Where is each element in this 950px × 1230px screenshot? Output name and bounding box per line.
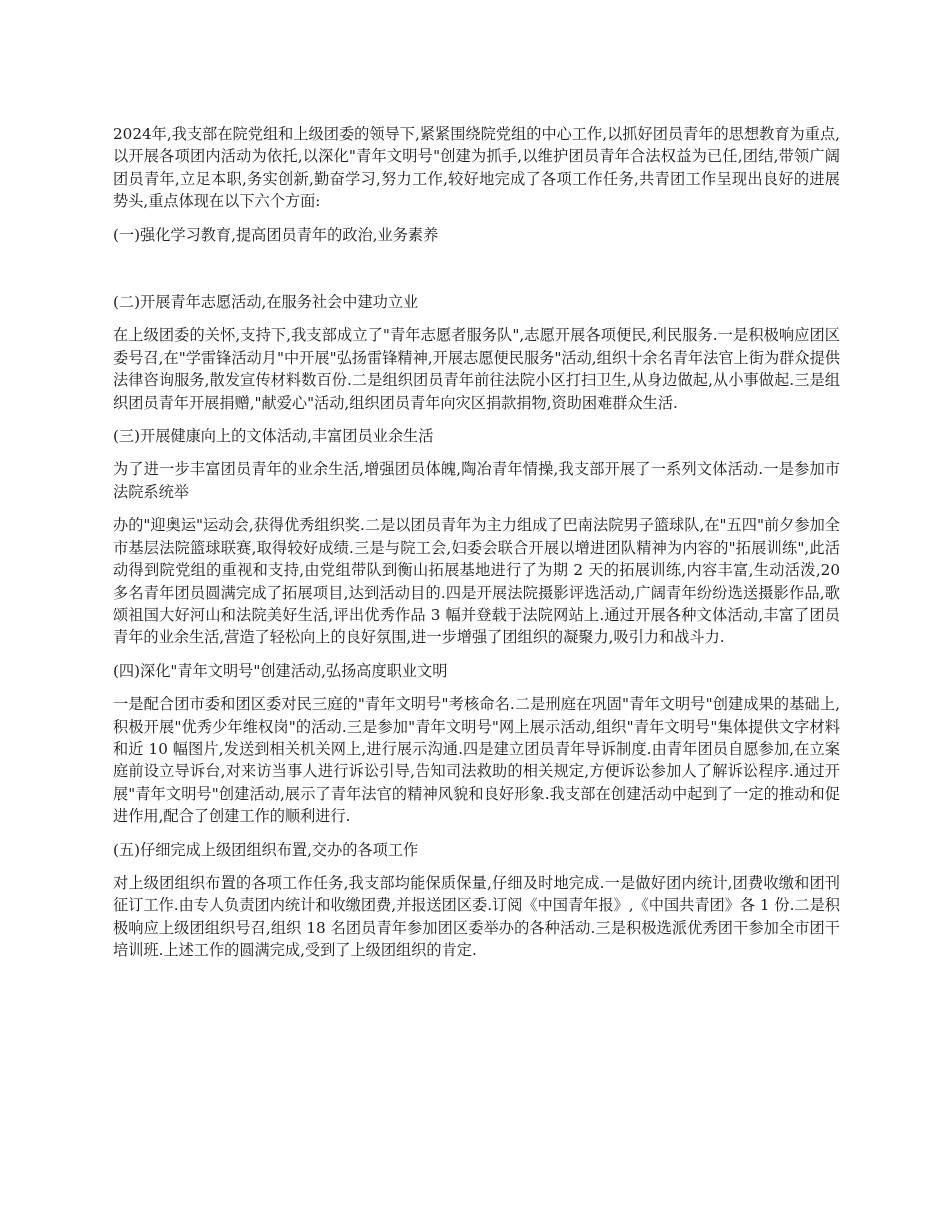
section-2-heading: (二)开展青年志愿活动,在服务社会中建功立业 xyxy=(113,293,419,312)
intro-paragraph: 2024年,我支部在院党组和上级团委的领导下,紧紧围绕院党组的中心工作,以抓好团员青年的思想教育为重点,以开展各项团内活动为依托,以深化"青年文明号"创建为抓手,以维护团员青年合法权益为已任,团结,带领广阔团员青年,立足本职,务实创新,勤奋学习,努力工作,较好地完成了各项工作任务,共青团工作呈现出良好的进展势头,重点体现在以下六个方面: xyxy=(113,125,840,211)
document-body xyxy=(113,123,840,973)
section-1-heading: (一)强化学习教育,提高团员青年的政治,业务素养 xyxy=(113,225,439,244)
section-3-heading: (三)开展健康向上的文体活动,丰富团员业余生活 xyxy=(113,427,434,446)
section-4-heading: (四)深化"青年文明号"创建活动,弘扬高度职业文明 xyxy=(113,661,448,680)
section-5-heading: (五)仔细完成上级团组织布置,交办的各项工作 xyxy=(113,840,419,859)
section-3-paragraph-2: 办的"迎奥运"运动会,获得优秀组织奖.二是以团员青年为主力组成了巴南法院男子篮球队,在"五四"前夕参加全市基层法院篮球联赛,取得较好成绩.三是与院工会,妇委会联合开展以增进团队精神为内容的"拓展训练",此活动得到院党组的重视和支持,由党组带队到衡山拓展基地进行了为期 2 天的拓展训练,内容丰富,生动活泼,20 多名青年团员圆满完成了拓展项目,达到活动目的.四是开展法院摄影评选活动,广阔青年纷纷选送摄影作品,歌颂祖国大好河山和法院美好生活,评出优秀作品 3 幅并登载于法院网站上.通过开展各种文体活动,丰富了团员青年的业余生活,营造了轻松向上的良好氛围,进一步增强了团组织的凝聚力,吸引力和战斗力. xyxy=(113,516,840,647)
section-4-paragraph: 一是配合团市委和团区委对民三庭的"青年文明号"考核命名.二是刑庭在巩固"青年文明号"创建成果的基础上,积极开展"优秀少年维权岗"的活动.三是参加"青年文明号"网上展示活动,组织"青年文明号"集体提供文字材料和近 10 幅图片,发送到相关机关网上,进行展示沟通.四是建立团员青年导诉制度.由青年团员自愿参加,在立案庭前设立导诉台,对来访当事人进行诉讼引导,告知司法救助的相关规定,方便诉讼参加人了解诉讼程序.通过开展"青年文明号"创建活动,展示了青年法官的精神风貌和良好形象.我支部在创建活动中起到了一定的推动和促进作用,配合了创建工作的顺利进行. xyxy=(113,695,840,826)
section-5-paragraph: 对上级团组织布置的各项工作任务,我支部均能保质保量,仔细及时地完成.一是做好团内统计,团费收缴和团刊征订工作.由专人负责团内统计和收缴团费,并报送团区委.订阅《中国青年报》,《中国共青团》各 1 份.二是积极响应上级团组织号召,组织 18 名团员青年参加团区委举办的各种活动.三是积极选派优秀团干参加全市团干培训班.上述工作的圆满完成,受到了上级团组织的肯定. xyxy=(113,873,840,960)
section-3-paragraph-1: 为了进一步丰富团员青年的业余生活,增强团员体魄,陶冶青年情操,我支部开展了一系列文体活动.一是参加市法院系统举 xyxy=(113,460,840,501)
section-2-paragraph: 在上级团委的关怀,支持下,我支部成立了"青年志愿者服务队",志愿开展各项便民,利民服务.一是积极响应团区委号召,在"学雷锋活动月"中开展"弘扬雷锋精神,开展志愿便民服务"活动,组织十余名青年法官上街为群众提供法律咨询服务,散发宣传材料数百份.二是组织团员青年前往法院小区打扫卫生,从身边做起,从小事做起.三是组织团员青年开展捐赠,"献爱心"活动,组织团员青年向灾区捐款捐物,资助困难群众生活. xyxy=(113,326,840,412)
